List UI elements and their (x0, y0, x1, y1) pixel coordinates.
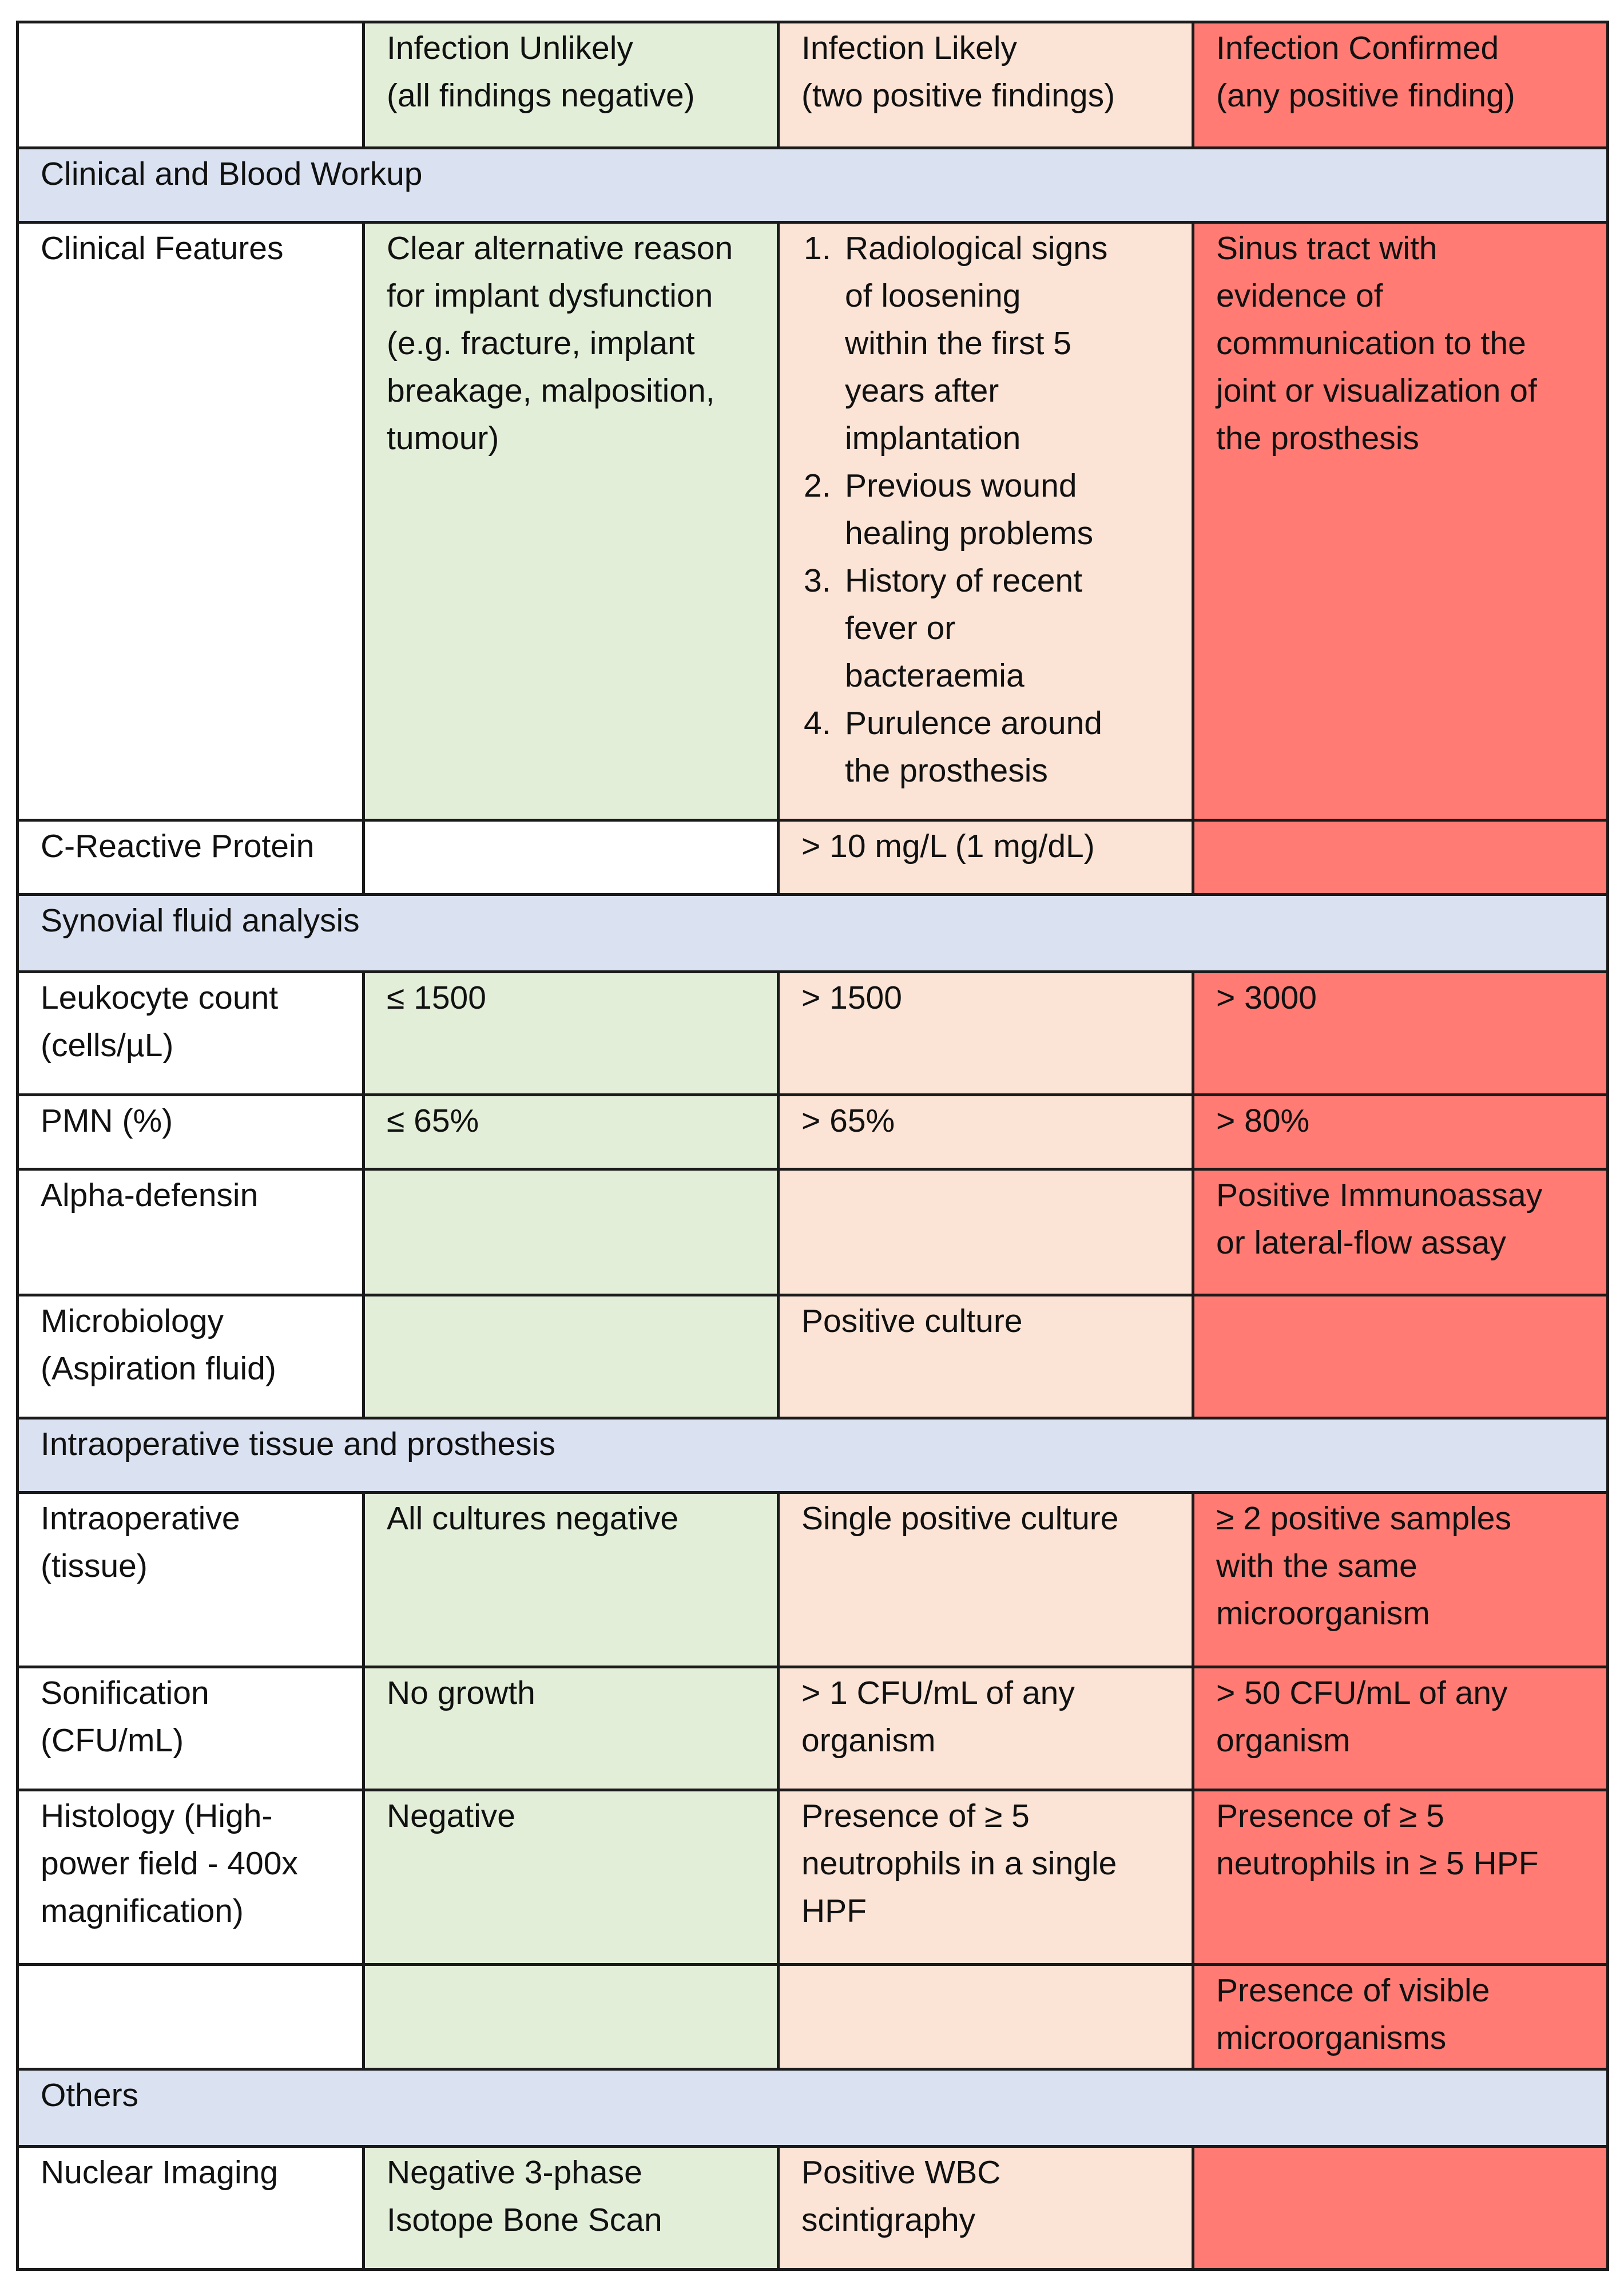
list-item-line: years after (845, 372, 999, 409)
section-row-clinical (18, 148, 1608, 223)
row-label (18, 223, 364, 820)
cell-line: neutrophils in a single (801, 1845, 1117, 1882)
section-heading: Clinical and Blood Workup (18, 148, 1608, 223)
row-sonification (18, 1667, 1608, 1790)
row-c-reactive-protein (18, 820, 1608, 895)
list-item-line: fever or (845, 610, 956, 647)
row-label-line: power field - 400x (41, 1845, 298, 1882)
row-label-line: (CFU/mL) (41, 1722, 184, 1759)
cell-likely: > 1500 (779, 972, 1193, 1095)
cell-line: organism (801, 1722, 936, 1759)
cell-confirmed (1193, 1493, 1608, 1667)
header-infection-unlikely (364, 22, 779, 148)
section-row-intraoperative (18, 1418, 1608, 1493)
cell-line: organism (1216, 1722, 1351, 1759)
row-histology (18, 1790, 1608, 1965)
list-number: 1. (804, 230, 831, 267)
cell-likely: Positive culture (779, 1295, 1193, 1418)
header-title: Infection Confirmed (1216, 30, 1499, 66)
list-number: 2. (804, 467, 831, 504)
list-number: 3. (804, 562, 831, 599)
cell-line: Isotope Bone Scan (387, 2202, 662, 2238)
row-label-line: Sonification (41, 1675, 209, 1711)
row-label: PMN (%) (18, 1095, 364, 1169)
cell-line: joint or visualization of (1216, 372, 1537, 409)
row-alpha-defensin (18, 1169, 1608, 1295)
section-heading: Synovial fluid analysis (18, 895, 1608, 972)
cell-line: with the same (1216, 1548, 1417, 1584)
cell-unlikely (364, 1295, 779, 1418)
row-label-line: Leukocyte count (41, 980, 279, 1016)
row-leukocyte-count (18, 972, 1608, 1095)
cell-line: HPF (801, 1893, 867, 1929)
cell-line: communication to the (1216, 325, 1526, 362)
list-item-line: healing problems (845, 515, 1094, 552)
cell-confirmed (1193, 2147, 1608, 2270)
cell-likely (779, 2147, 1193, 2270)
row-label (18, 1667, 364, 1790)
pji-criteria-table (16, 21, 1609, 2271)
list-number: 4. (804, 705, 831, 742)
cell-confirmed (1193, 1295, 1608, 1418)
cell-likely: Single positive culture (779, 1493, 1193, 1667)
cell-likely (779, 1790, 1193, 1965)
cell-line: evidence of (1216, 277, 1383, 314)
row-label-text: Clinical Features (41, 230, 284, 267)
row-label-line: Intraoperative (41, 1500, 240, 1537)
cell-line: microorganism (1216, 1595, 1430, 1632)
cell-line: for implant dysfunction (387, 277, 713, 314)
cell-line: or lateral-flow assay (1216, 1224, 1506, 1261)
row-label-line: Microbiology (41, 1303, 224, 1339)
row-label: C-Reactive Protein (18, 820, 364, 895)
list-item-line: implantation (845, 420, 1021, 457)
cell-confirmed (1193, 820, 1608, 895)
cell-line: tumour) (387, 420, 499, 457)
header-infection-confirmed (1193, 22, 1608, 148)
row-pmn (18, 1095, 1608, 1169)
cell-line: Positive Immunoassay (1216, 1177, 1543, 1214)
cell-line: neutrophils in ≥ 5 HPF (1216, 1845, 1539, 1882)
row-label-line: (Aspiration fluid) (41, 1350, 276, 1387)
cell-line: Presence of visible (1216, 1972, 1490, 2009)
list-item-line: History of recent (845, 562, 1082, 599)
section-row-synovial (18, 895, 1608, 972)
cell-line: (e.g. fracture, implant (387, 325, 695, 362)
list-item-line: the prosthesis (845, 752, 1048, 789)
cell-line: Positive WBC (801, 2154, 1001, 2191)
cell-likely (779, 1965, 1193, 2069)
cell-unlikely: ≤ 65% (364, 1095, 779, 1169)
cell-likely: > 65% (779, 1095, 1193, 1169)
cell-line: microorganisms (1216, 2020, 1447, 2056)
list-item-line: Previous wound (845, 467, 1077, 504)
row-label-line: Histology (High- (41, 1798, 273, 1834)
row-label (18, 972, 364, 1095)
row-intraoperative-tissue (18, 1493, 1608, 1667)
cell-unlikely (364, 1965, 779, 2069)
cell-unlikely (364, 223, 779, 820)
cell-unlikely: No growth (364, 1667, 779, 1790)
list-item-line: Purulence around (845, 705, 1102, 742)
cell-confirmed (1193, 1169, 1608, 1295)
list-item (780, 225, 1180, 462)
list-item (780, 700, 1180, 795)
cell-unlikely: Negative (364, 1790, 779, 1965)
header-subtitle: (two positive findings) (801, 77, 1115, 114)
row-visible-microorganisms (18, 1965, 1608, 2069)
cell-confirmed (1193, 1965, 1608, 2069)
cell-line: Negative 3-phase (387, 2154, 642, 2191)
row-label (18, 1965, 364, 2069)
row-label (18, 1493, 364, 1667)
cell-likely (779, 1169, 1193, 1295)
header-subtitle: (all findings negative) (387, 77, 695, 114)
table-wrapper (16, 21, 1609, 2271)
cell-line: > 1 CFU/mL of any (801, 1675, 1075, 1711)
header-empty-cell (18, 22, 364, 148)
cell-line: ≥ 2 positive samples (1216, 1500, 1512, 1537)
cell-confirmed (1193, 1667, 1608, 1790)
cell-line: Presence of ≥ 5 (1216, 1798, 1444, 1834)
cell-confirmed: > 3000 (1193, 972, 1608, 1095)
row-microbiology (18, 1295, 1608, 1418)
cell-line: breakage, malposition, (387, 372, 715, 409)
section-row-others (18, 2069, 1608, 2147)
cell-line: scintigraphy (801, 2202, 976, 2238)
row-label-line: magnification) (41, 1893, 244, 1929)
row-label-line: (tissue) (41, 1548, 148, 1584)
header-title: Infection Likely (801, 30, 1018, 66)
cell-likely (779, 1667, 1193, 1790)
section-heading: Others (18, 2069, 1608, 2147)
cell-unlikely: ≤ 1500 (364, 972, 779, 1095)
list-item-line: Radiological signs (845, 230, 1108, 267)
header-infection-likely (779, 22, 1193, 148)
cell-unlikely (364, 820, 779, 895)
row-label: Alpha-defensin (18, 1169, 364, 1295)
list-item (780, 462, 1180, 557)
cell-unlikely (364, 1169, 779, 1295)
cell-line: Presence of ≥ 5 (801, 1798, 1030, 1834)
row-label-line: (cells/µL) (41, 1027, 174, 1064)
row-label (18, 1295, 364, 1418)
header-title: Infection Unlikely (387, 30, 633, 66)
list-item-line: within the first 5 (845, 325, 1071, 362)
list-item-line: bacteraemia (845, 657, 1025, 694)
numbered-list (780, 225, 1180, 795)
cell-confirmed (1193, 1790, 1608, 1965)
list-item-line: of loosening (845, 277, 1021, 314)
cell-line: > 50 CFU/mL of any (1216, 1675, 1508, 1711)
cell-line: Clear alternative reason (387, 230, 733, 267)
cell-unlikely: All cultures negative (364, 1493, 779, 1667)
row-nuclear-imaging (18, 2147, 1608, 2270)
row-label: Nuclear Imaging (18, 2147, 364, 2270)
cell-likely: > 10 mg/L (1 mg/dL) (779, 820, 1193, 895)
cell-line: Sinus tract with (1216, 230, 1438, 267)
row-clinical-features (18, 223, 1608, 820)
row-label (18, 1790, 364, 1965)
cell-likely (779, 223, 1193, 820)
cell-unlikely (364, 2147, 779, 2270)
cell-line: the prosthesis (1216, 420, 1419, 457)
cell-confirmed: > 80% (1193, 1095, 1608, 1169)
header-subtitle: (any positive finding) (1216, 77, 1515, 114)
list-item (780, 557, 1180, 700)
section-heading: Intraoperative tissue and prosthesis (18, 1418, 1608, 1493)
cell-confirmed (1193, 223, 1608, 820)
header-row (18, 22, 1608, 148)
